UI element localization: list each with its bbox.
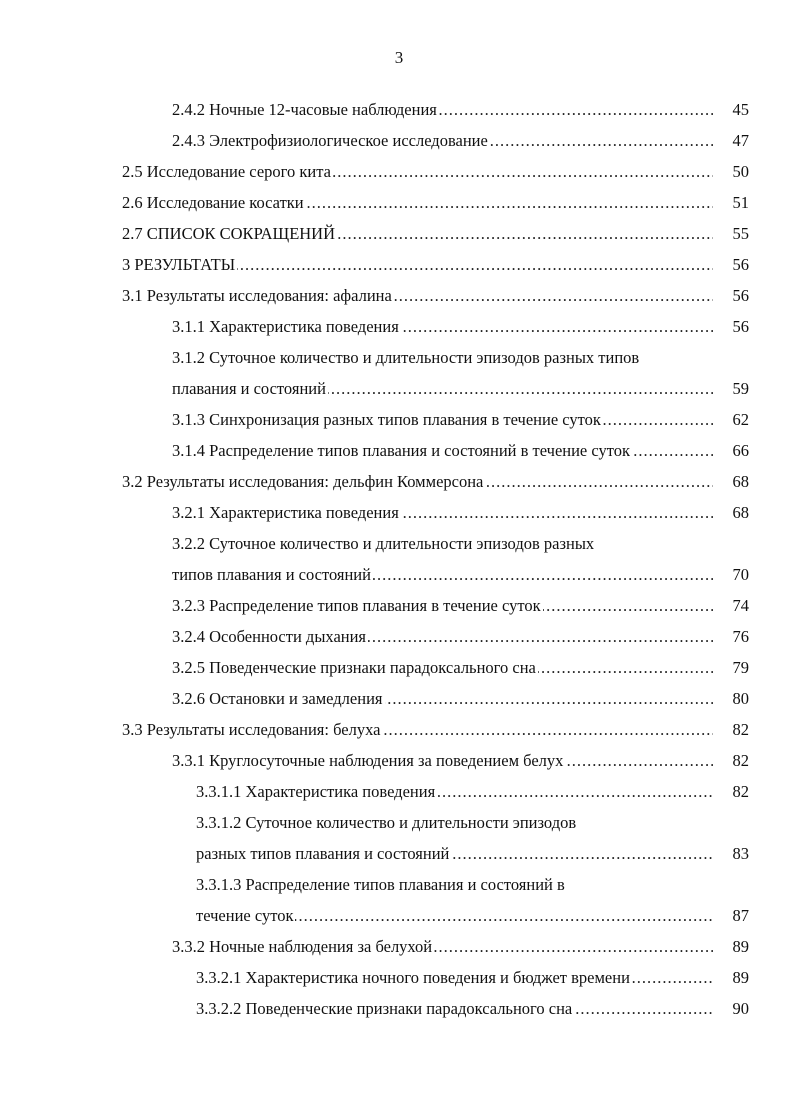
toc-entry xyxy=(196,842,749,866)
toc-entry xyxy=(172,439,749,463)
toc-entry-page: 74 xyxy=(732,596,749,615)
toc-entry-title: 3.3.2.1 Характеристика ночного поведения и бюджет времени xyxy=(196,968,630,987)
toc-entry-title: плавания и состояний xyxy=(172,379,326,398)
toc-entry xyxy=(172,625,749,649)
toc-entry-title: 2.4.2 Ночные 12-часовые наблюдения xyxy=(172,100,437,119)
toc-entry-page: 59 xyxy=(732,379,749,398)
toc-entry-title: 3.2 Результаты исследования: дельфин Коммерсона xyxy=(122,472,484,491)
toc-entry xyxy=(196,780,749,804)
toc-entry-page: 47 xyxy=(732,131,749,150)
toc-entry-title: 3.2.5 Поведенческие признаки парадоксального сна xyxy=(172,658,536,677)
toc-entry-title: 3 РЕЗУЛЬТАТЫ xyxy=(122,255,236,274)
toc-entry-title: 3.2.4 Особенности дыхания xyxy=(172,627,367,646)
toc-entry-title: 3.2.6 Остановки и замедления xyxy=(172,689,383,708)
toc-entry-title: 2.6 Исследование косатки xyxy=(122,193,304,212)
toc-entry-title: 3.1.4 Распределение типов плавания и состояний в течение суток xyxy=(172,441,630,460)
toc-entry xyxy=(122,160,749,184)
toc-entry-title: 3.1.2 Суточное количество и длительности эпизодов разных типов xyxy=(172,348,640,367)
toc-entry xyxy=(172,935,749,959)
toc-entry xyxy=(122,470,749,494)
toc-entry-page: 66 xyxy=(732,441,749,460)
toc-entry-title: 3.1 Результаты исследования: афалина xyxy=(122,286,392,305)
toc-entry xyxy=(172,98,749,122)
toc-entry xyxy=(172,749,749,773)
toc-entry-page: 80 xyxy=(732,689,749,708)
toc-entry-page: 79 xyxy=(732,658,749,677)
toc-entry-page: 87 xyxy=(732,906,749,925)
toc-entry-page: 68 xyxy=(732,503,749,522)
toc-entry xyxy=(172,129,749,153)
toc-entry-page: 83 xyxy=(732,844,749,863)
toc-entry xyxy=(172,377,749,401)
toc-entry xyxy=(122,718,749,742)
toc-entry-page: 62 xyxy=(732,410,749,429)
toc-entry-page: 89 xyxy=(732,968,749,987)
page-number: 3 xyxy=(394,48,404,67)
toc-entry xyxy=(172,687,749,711)
toc-entry-page: 50 xyxy=(732,162,749,181)
toc-entry-title: 3.1.1 Характеристика поведения xyxy=(172,317,399,336)
toc-entry-title: 3.3.1.1 Характеристика поведения xyxy=(196,782,436,801)
toc-entry-title: 3.3 Результаты исследования: белуха xyxy=(122,720,381,739)
toc-entry-title: 3.2.3 Распределение типов плавания в течение суток xyxy=(172,596,541,615)
toc-entry-page: 82 xyxy=(732,782,749,801)
toc-entry xyxy=(196,997,749,1021)
toc-entry-page: 70 xyxy=(732,565,749,584)
toc-entry xyxy=(172,563,749,587)
toc-entry-page: 55 xyxy=(732,224,749,243)
toc-entry-page: 56 xyxy=(732,255,749,274)
toc-entry xyxy=(172,408,749,432)
toc-entry xyxy=(196,904,749,928)
toc-entry-title: 3.3.1 Круглосуточные наблюдения за поведением белух xyxy=(172,751,564,770)
toc-entry-page: 82 xyxy=(732,720,749,739)
toc-entry-page: 51 xyxy=(732,193,749,212)
toc-entry-page: 90 xyxy=(732,999,749,1018)
toc-entry xyxy=(122,284,749,308)
toc-entry-title: 3.3.2 Ночные наблюдения за белухой xyxy=(172,937,433,956)
toc-entry-page: 82 xyxy=(732,751,749,770)
toc-entry-title: течение суток xyxy=(196,906,294,925)
toc-entry-title: 3.2.1 Характеристика поведения xyxy=(172,503,399,522)
toc-entry-page: 68 xyxy=(732,472,749,491)
toc-entry-page: 56 xyxy=(732,286,749,305)
toc-entry-page: 89 xyxy=(732,937,749,956)
toc-entry xyxy=(196,966,749,990)
toc-entry xyxy=(122,222,749,246)
toc-entry-title: 3.1.3 Синхронизация разных типов плавания в течение суток xyxy=(172,410,601,429)
toc-entry-page: 56 xyxy=(732,317,749,336)
toc-entry-title: 3.3.1.3 Распределение типов плавания и состояний в xyxy=(196,875,565,894)
toc-entry-page: 76 xyxy=(732,627,749,646)
toc-entry xyxy=(172,656,749,680)
toc-entry xyxy=(122,191,749,215)
toc-entry-title: 3.3.1.2 Суточное количество и длительности эпизодов xyxy=(196,813,577,832)
toc-entry-title: 3.3.2.2 Поведенческие признаки парадоксального сна xyxy=(196,999,573,1018)
toc-entry xyxy=(122,253,749,277)
toc-entry-title: 2.5 Исследование серого кита xyxy=(122,162,331,181)
toc-entry-title: 2.7 СПИСОК СОКРАЩЕНИЙ xyxy=(122,224,336,243)
toc-entry xyxy=(172,501,749,525)
toc-entry-title: 2.4.3 Электрофизиологическое исследование xyxy=(172,131,488,150)
toc-entry-title: 3.2.2 Суточное количество и длительности эпизодов разных xyxy=(172,534,595,553)
toc-entry xyxy=(172,315,749,339)
toc-entry-title: разных типов плавания и состояний xyxy=(196,844,450,863)
toc-entry xyxy=(172,594,749,618)
toc-entry-title: типов плавания и состояний xyxy=(172,565,371,584)
toc-entry-page: 45 xyxy=(732,100,749,119)
